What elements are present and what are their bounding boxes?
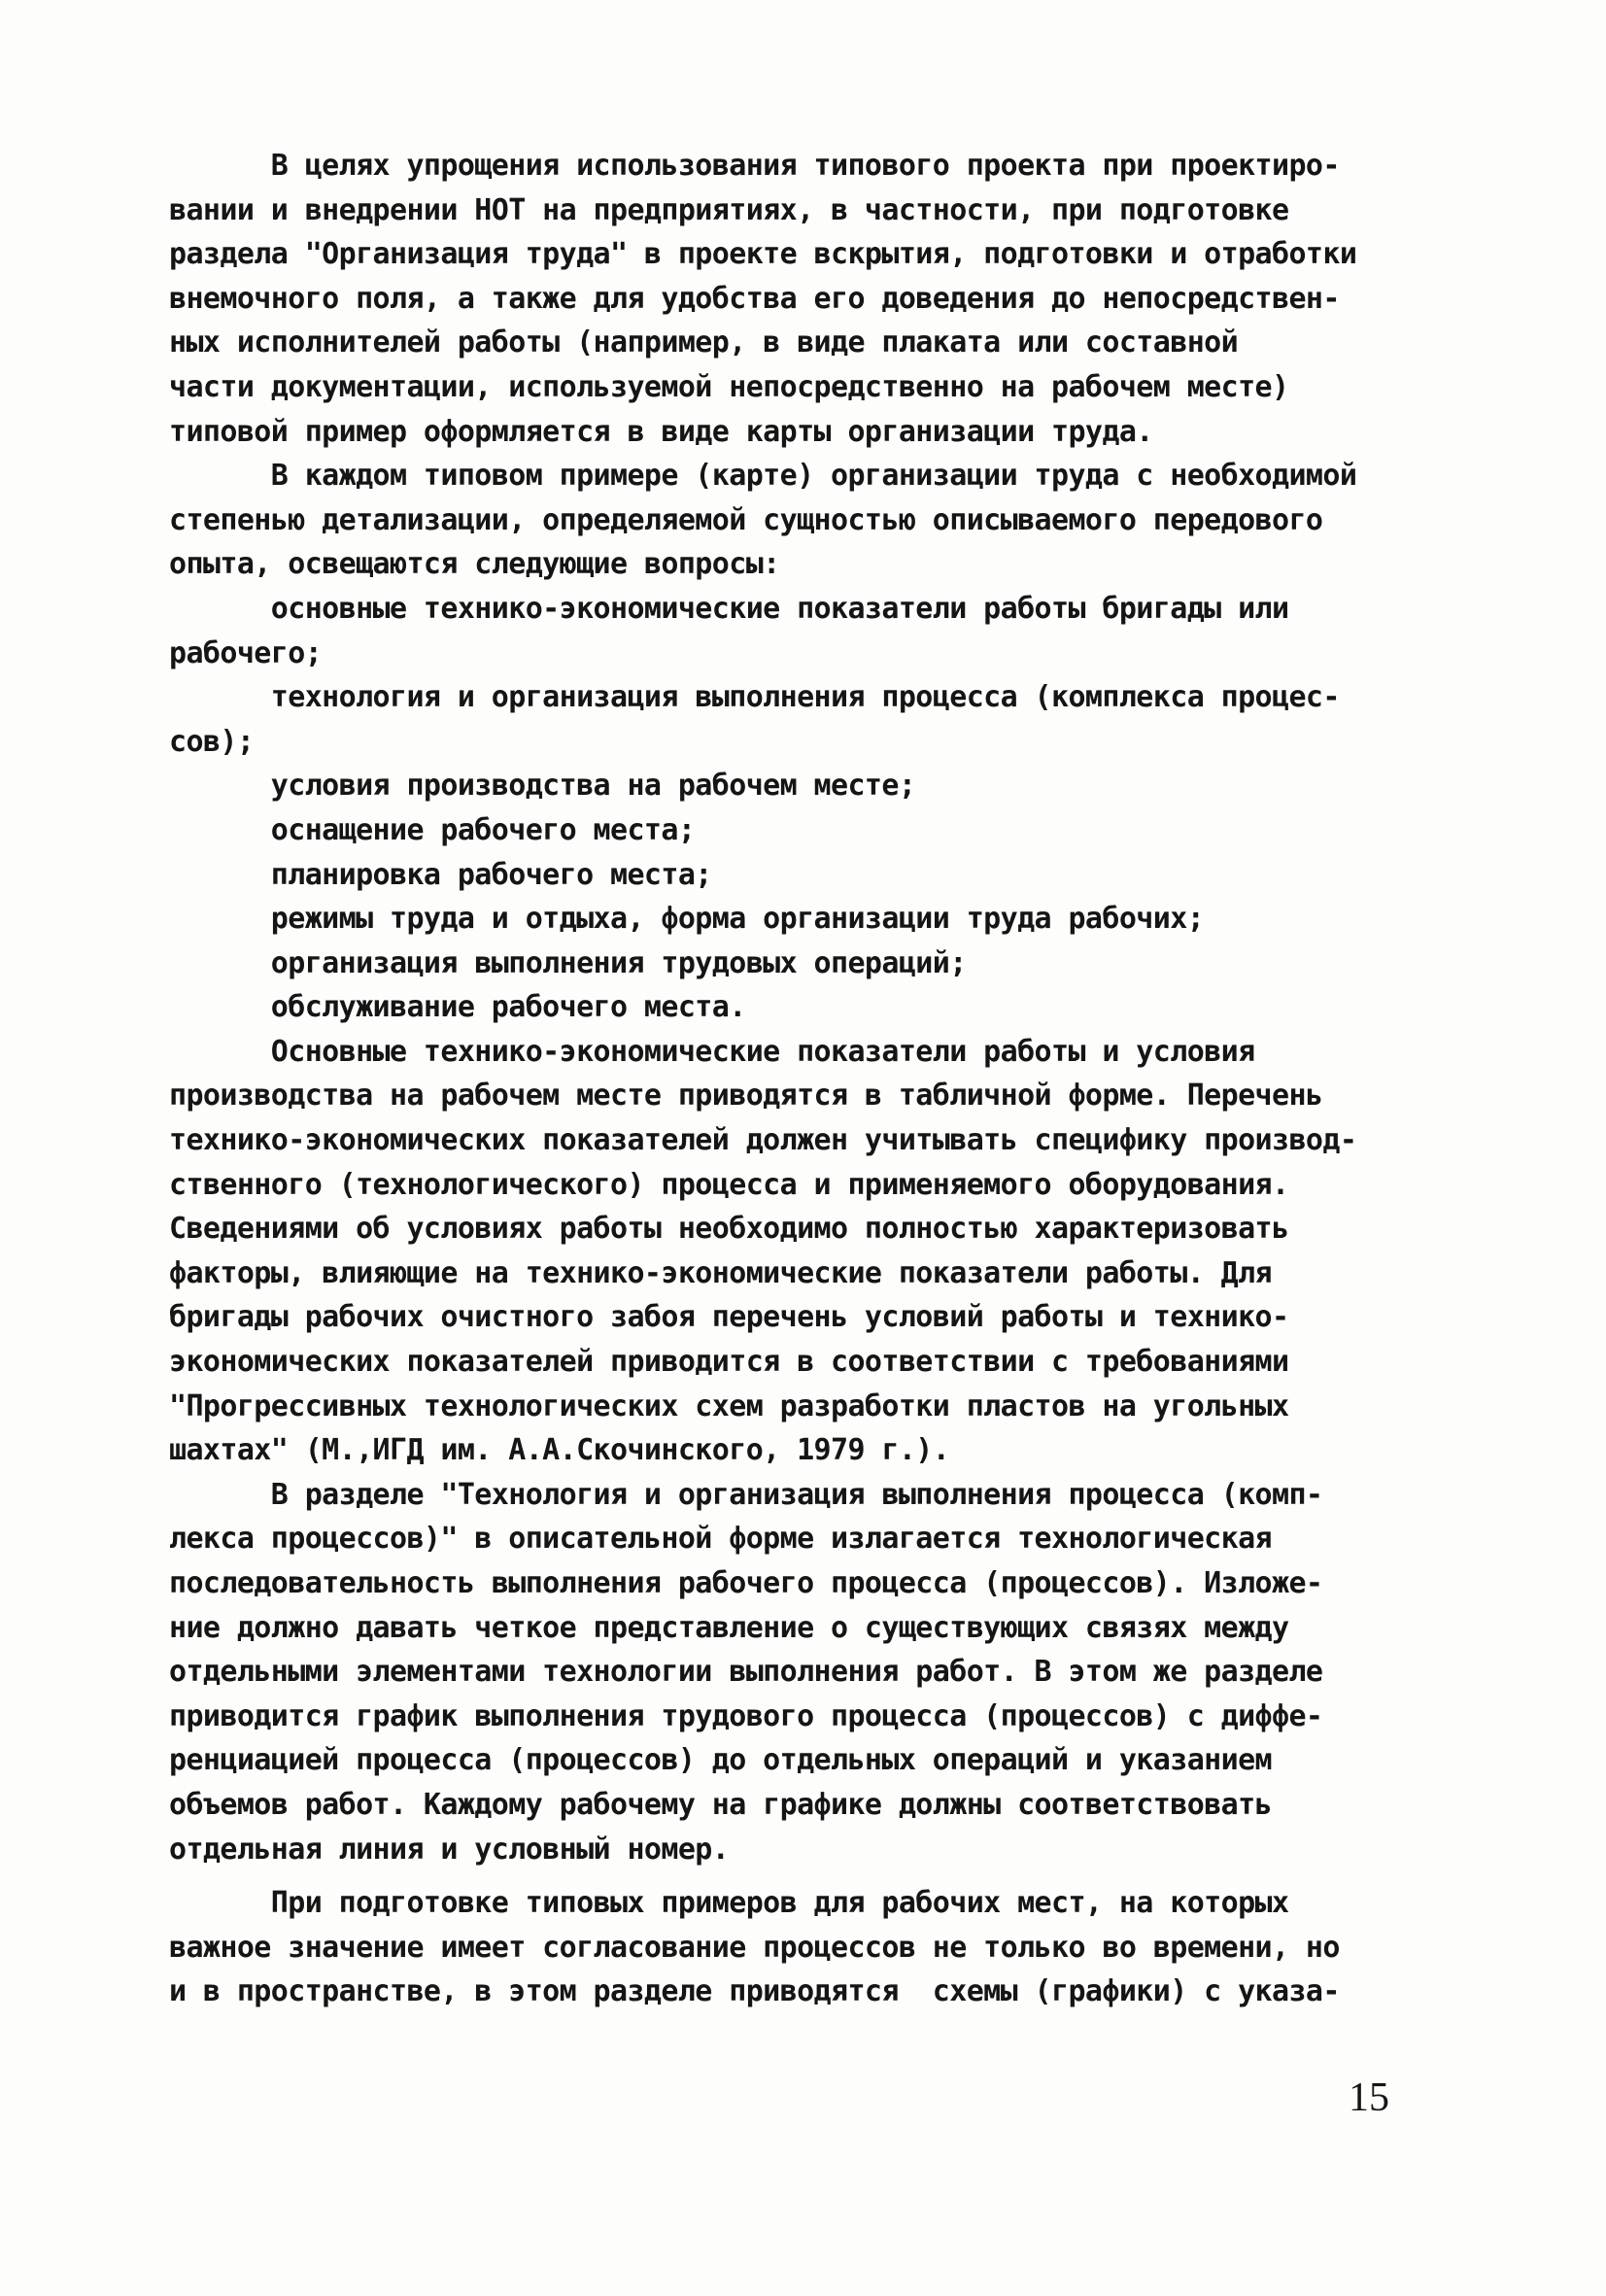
body-text: [169, 144, 1471, 2014]
text-line: "Прогрессивных технологических схем разработки пластов на угольных: [169, 1388, 1289, 1423]
text-line: бригады рабочих очистного забоя перечень условий работы и технико-: [169, 1300, 1289, 1335]
text-line: производства на рабочем месте приводятся в табличной форме. Перечень: [169, 1079, 1323, 1114]
text-line: опыта, освещаются следующие вопросы:: [169, 547, 780, 582]
text-line: степенью детализации, определяемой сущностью описываемого передового: [169, 502, 1323, 537]
text-line: шахтах" (М.,ИГД им. А.А.Скочинского, 1979 г.).: [169, 1433, 950, 1468]
text-line: планировка рабочего места;: [169, 857, 712, 892]
text-line: последовательность выполнения рабочего процесса (процессов). Изложе-: [169, 1566, 1323, 1600]
text-line: приводится график выполнения трудового процесса (процессов) с диффе-: [169, 1698, 1323, 1733]
text-line: отдельными элементами технологии выполнения работ. В этом же разделе: [169, 1655, 1323, 1690]
text-line: рабочего;: [169, 635, 323, 670]
paragraph-gap: [169, 1871, 1471, 1881]
text-line: При подготовке типовых примеров для рабочих мест, на которых: [169, 1886, 1289, 1921]
text-line: Сведениями об условиях работы необходимо полностью характеризовать: [169, 1212, 1289, 1247]
text-line: организация выполнения трудовых операций;: [169, 945, 967, 980]
text-line: технико-экономических показателей должен учитывать специфику производ-: [169, 1123, 1357, 1158]
page-number: 15: [1349, 2075, 1389, 2120]
text-line: ственного (технологического) процесса и применяемого оборудования.: [169, 1167, 1289, 1202]
text-line: сов);: [169, 724, 255, 759]
text-line: технология и организация выполнения процесса (комплекса процес-: [169, 680, 1340, 715]
text-line: ных исполнителей работы (например, в виде плаката или составной: [169, 326, 1239, 360]
text-line: оснащение рабочего места;: [169, 812, 696, 847]
text-line: внемочного поля, а также для удобства его доведения до непосредствен-: [169, 281, 1340, 316]
text-line: части документации, используемой непосредственно на рабочем месте): [169, 369, 1289, 404]
text-line: ренциацией процесса (процессов) до отдельных операций и указанием: [169, 1743, 1272, 1778]
text-line: раздела "Организация труда" в проекте вскрытия, подготовки и отработки: [169, 237, 1357, 272]
text-line: лекса процессов)" в описательной форме излагается технологическая: [169, 1522, 1272, 1557]
text-line: В каждом типовом примере (карте) организации труда с необходимой: [169, 459, 1357, 494]
text-line: отдельная линия и условный номер.: [169, 1832, 730, 1867]
text-line: условия производства на рабочем месте;: [169, 769, 916, 804]
text-line: объемов работ. Каждому рабочему на графике должны соответствовать: [169, 1787, 1272, 1822]
text-line: факторы, влияющие на технико-экономические показатели работы. Для: [169, 1255, 1272, 1290]
text-line: вании и внедрении НОТ на предприятиях, в частности, при подготовке: [169, 192, 1289, 227]
text-line: обслуживание рабочего места.: [169, 990, 746, 1025]
text-line: Основные технико-экономические показатели работы и условия: [169, 1034, 1255, 1069]
text-line: режимы труда и отдыха, форма организации труда рабочих;: [169, 902, 1205, 937]
text-line: важное значение имеет согласование процессов не только во времени, но: [169, 1930, 1340, 1965]
text-line: В разделе "Технология и организация выполнения процесса (комп-: [169, 1477, 1323, 1512]
text-line: экономических показателей приводится в соответствии с требованиями: [169, 1345, 1289, 1380]
text-line: типовой пример оформляется в виде карты организации труда.: [169, 414, 1153, 449]
text-line: и в пространстве, в этом разделе приводятся схемы (графики) с указа-: [169, 1974, 1340, 2009]
text-line: ние должно давать четкое представление о существующих связях между: [169, 1610, 1289, 1645]
text-line: В целях упрощения использования типового проекта при проектиро-: [169, 149, 1340, 183]
text-line: основные технико-экономические показатели работы бригады или: [169, 591, 1289, 626]
